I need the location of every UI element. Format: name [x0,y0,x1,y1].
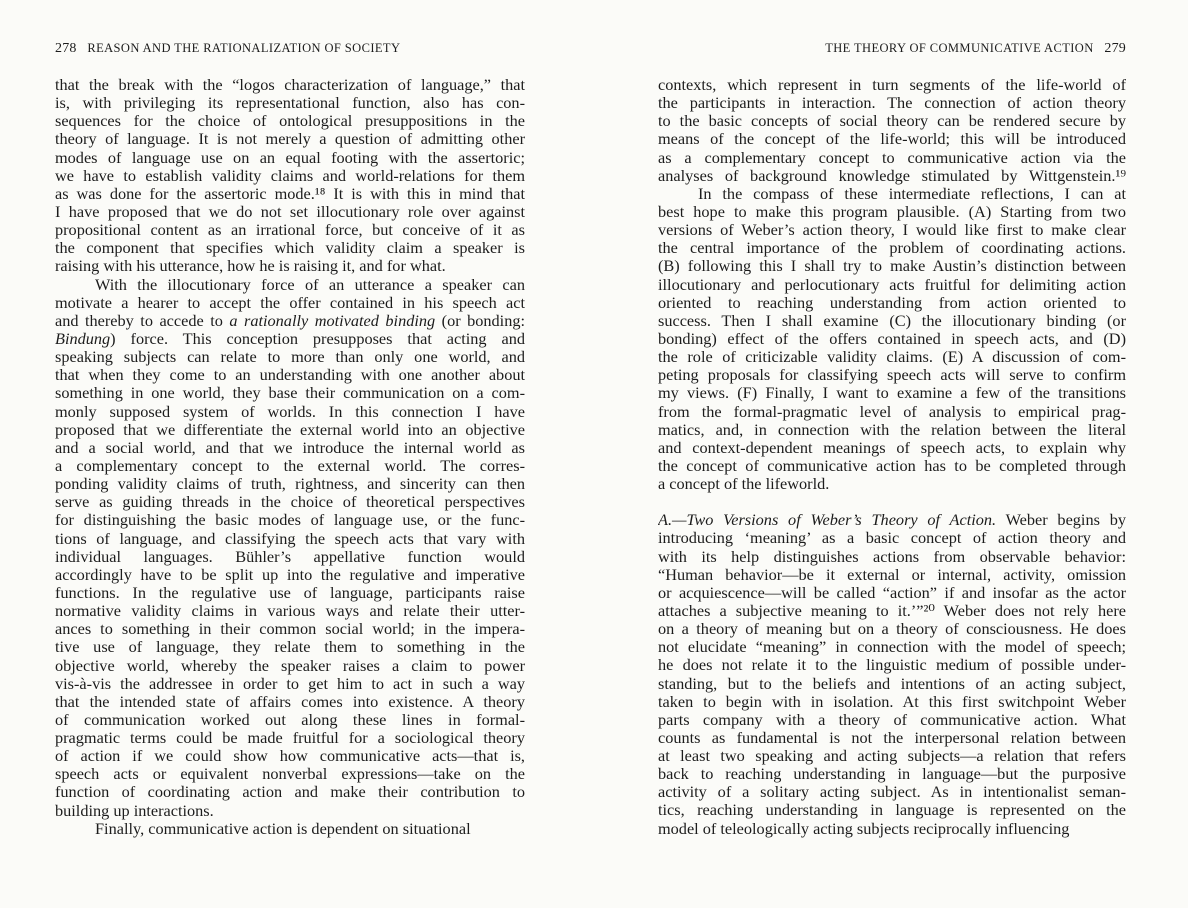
text-line: we have to establish validity claims and world-relations for them [55,166,525,185]
left-running-title: REASON AND THE RATIONALIZATION OF SOCIETY [87,41,401,55]
text-line: I have proposed that we do not set illocutionary role over against [55,202,525,221]
text-line: parts company with a theory of communicative action. What [658,710,1126,729]
text-line: and context-dependent meanings of speech acts, to explain why [658,438,1126,457]
left-text-column [55,76,525,838]
text-line: at least two speaking and acting subjects—a relation that refers [658,747,1126,766]
paragraph-gap [658,493,1126,511]
text-line: (B) following this I shall try to make Austin’s distinction between [658,257,1126,276]
text-line: With the illocutionary force of an utterance a speaker can [95,275,525,294]
text-line: function of coordinating action and make their contribution to [55,783,525,802]
text-line: illocutionary and perlocutionary acts fruitful for delimiting action [658,275,1126,294]
text-line: tive use of language, they relate them to something in the [55,638,525,657]
text-line: building up interactions. [55,801,214,820]
text-line: ances to something in their common social world; in the impera- [55,620,525,639]
text-line: as a complementary concept to communicative action via the [658,148,1126,167]
text-line: success. Then I shall examine (C) the illocutionary binding (or [658,311,1126,330]
text-line: my views. (F) Finally, I want to examine a few of the transitions [658,384,1126,403]
left-running-head [55,40,400,57]
text-line: he does not relate it to the linguistic medium of possible under- [658,656,1126,675]
text-line: matics, and, in connection with the relation between the literal [658,420,1126,439]
text-line: tions of language, and classifying the speech acts that vary with [55,529,525,548]
text-line: on a theory of meaning but on a theory of consciousness. He does [658,620,1126,639]
text-line: not elucidate “meaning” in connection with the model of speech; [658,638,1126,657]
text-line: a concept of the lifeworld. [658,475,830,494]
text-line: as was done for the assertoric mode.¹⁸ It is with this in mind that [55,184,525,203]
text-line: the component that specifies which validity claim a speaker is [55,239,525,258]
text-line: counts as fundamental is not the interpersonal relation between [658,728,1126,747]
text-line: that the intended state of affairs comes into existence. A theory [55,692,525,711]
text-line: normative validity claims in various ways and relate their utter- [55,602,525,621]
text-line: In the compass of these intermediate reflections, I can at [698,184,1126,203]
text-line: best hope to make this program plausible. (A) Starting from two [658,202,1126,221]
right-page [594,0,1188,908]
text-line: serve as guiding threads in the choice of theoretical perspectives [55,493,525,512]
text-line: ponding validity claims of truth, rightness, and sincerity can then [55,475,525,494]
text-line: analyses of background knowledge stimulated by Wittgenstein.¹⁹ [658,166,1126,185]
text-line: oriented to reaching understanding from action oriented to [658,293,1126,312]
text-line: of communication worked out along these lines in formal- [55,710,525,729]
text-line: modes of language use on an equal footing with the assertoric; [55,148,525,167]
text-line: tics, reaching understanding in language is represented on the [658,801,1126,820]
text-line: a complementary concept to the external world. The corres- [55,456,525,475]
right-running-head [825,40,1126,57]
left-page-number: 278 [55,41,77,56]
text-line: is, with privileging its representational function, also has con- [55,94,525,113]
right-text-column [658,76,1126,838]
text-line: that the break with the “logos characterization of language,” that [55,76,525,94]
right-running-title: THE THEORY OF COMMUNICATIVE ACTION [825,41,1094,55]
text-line: of action if we could show how communicative acts—that is, [55,747,525,766]
text-line: accordingly have to be split up into the regulative and imperative [55,565,525,584]
text-line: for distinguishing the basic modes of language use, or the func- [55,511,525,530]
text-line: to the basic concepts of social theory can be rendered secure by [658,112,1126,131]
text-line: “Human behavior—be it external or internal, activity, omission [658,565,1126,584]
text-line: that when they come to an understanding with one another about [55,366,525,385]
text-line: contexts, which represent in turn segments of the life-world of [658,76,1126,94]
text-line: the concept of communicative action has to be completed through [658,456,1126,475]
text-line: A.—Two Versions of Weber’s Theory of Action. Weber begins by [658,511,1126,530]
text-line: standing, but to the beliefs and intentions of an acting subject, [658,674,1126,693]
text-line: monly supposed system of worlds. In this connection I have [55,402,525,421]
text-line: the participants in interaction. The connection of action theory [658,94,1126,113]
text-line: pragmatic terms could be made fruitful for a sociological theory [55,729,525,748]
right-page-number: 279 [1104,41,1126,56]
text-line: activity of a solitary acting subject. As in intentionalist seman- [658,783,1126,802]
text-line: bonding) effect of the offers contained in speech acts, and (D) [658,329,1126,348]
text-line: peting proposals for classifying speech acts will serve to confirm [658,366,1126,385]
text-line: individual languages. Bühler’s appellative function would [55,547,525,566]
text-line: the central importance of the problem of coordinating actions. [658,239,1126,258]
text-line: or acquiescence—will be called “action” if and insofar as the actor [658,583,1126,602]
text-line: and a social world, and that we introduce the internal world as [55,438,525,457]
text-line: sequences for the choice of ontological presuppositions in the [55,112,525,131]
text-line: Bindung) force. This conception presupposes that acting and [55,329,525,348]
text-line: speech acts or equivalent nonverbal expressions—take on the [55,765,525,784]
text-line: introducing ‘meaning’ as a basic concept of action theory and [658,529,1126,548]
text-line: propositional content as an irrational force, but conceive of it as [55,221,525,240]
text-line: attaches a subjective meaning to it.’”²⁰ Weber does not rely here [658,601,1126,620]
text-line: back to reaching understanding in language—but the purposive [658,765,1126,784]
text-line: and thereby to accede to a rationally motivated binding (or bonding: [55,311,525,330]
text-line: functions. In the regulative use of language, participants raise [55,583,525,602]
text-line: motivate a hearer to accept the offer contained in his speech act [55,293,525,312]
text-line: raising with his utterance, how he is raising it, and for what. [55,257,446,276]
text-line: speaking subjects can relate to more than only one world, and [55,348,525,367]
text-line: proposed that we differentiate the external world into an objective [55,420,525,439]
text-line: versions of Weber’s action theory, I would like first to make clear [658,221,1126,240]
text-line: vis-à-vis the addressee in order to get him to act in such a way [55,674,525,693]
text-line: model of teleologically acting subjects reciprocally influencing [658,819,1070,838]
text-line: Finally, communicative action is dependent on situational [95,819,471,838]
text-line: from the formal-pragmatic level of analysis to empirical prag- [658,402,1126,421]
text-line: objective world, whereby the speaker raises a claim to power [55,656,525,675]
text-line: means of the concept of the life-world; this will be introduced [658,130,1126,149]
text-line: with its help distinguishes actions from observable behavior: [658,547,1126,566]
text-line: the role of criticizable validity claims. (E) A discussion of com- [658,348,1126,367]
text-line: something in one world, they base their communication on a com- [55,384,525,403]
text-line: theory of language. It is not merely a question of admitting other [55,130,525,149]
text-line: taken to begin with in isolation. At this first switchpoint Weber [658,692,1126,711]
